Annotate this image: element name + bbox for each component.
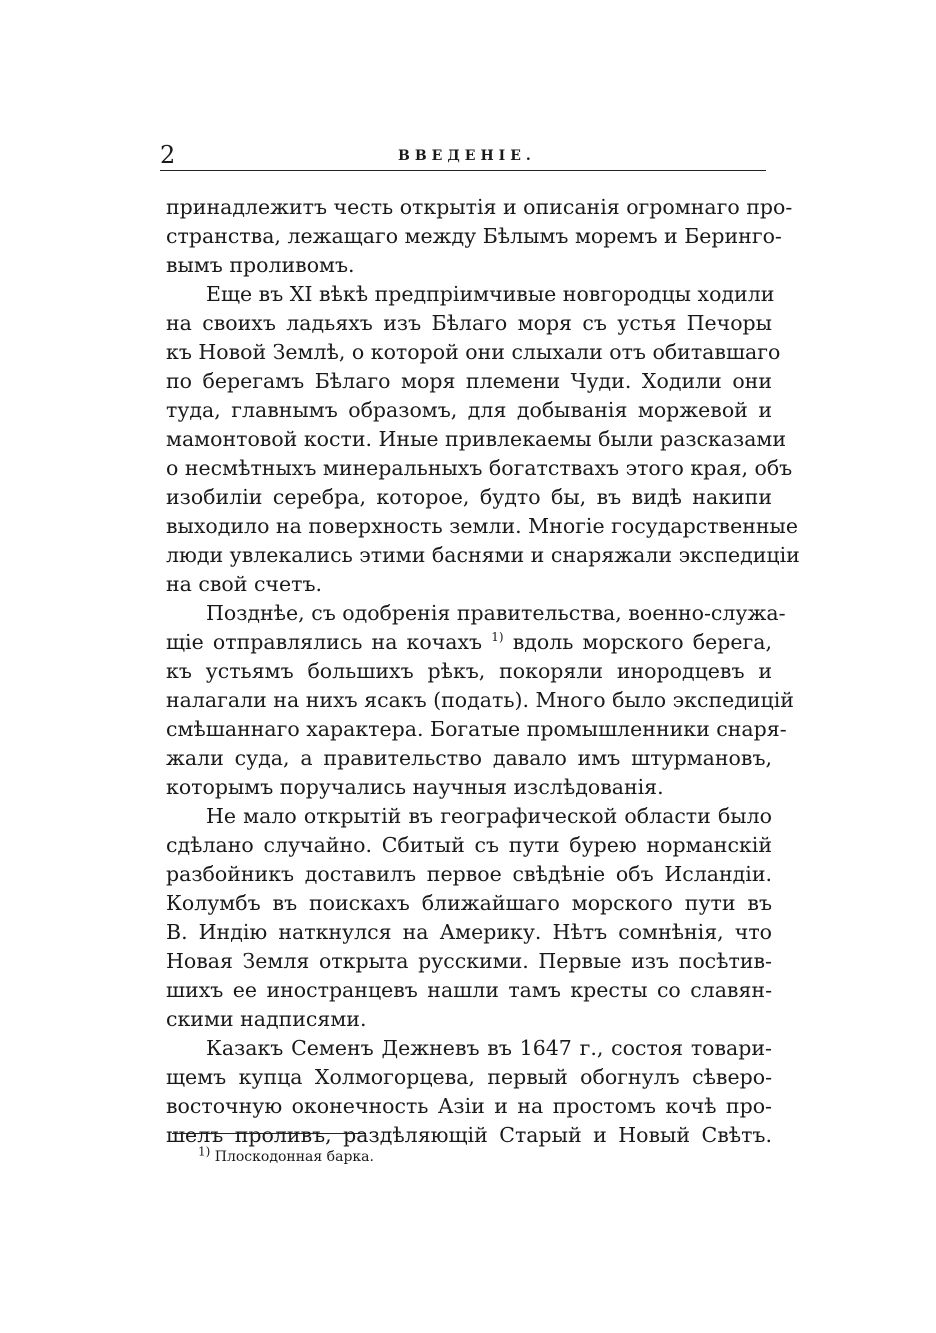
- text-line: щемъ купца Холмогорцева, первый обогнулъ сѣверо-: [166, 1065, 772, 1089]
- text-line: Колумбъ въ поискахъ ближайшаго морского пути въ: [166, 891, 772, 915]
- text-line: восточную оконечность Азіи и на простомъ кочѣ про-: [166, 1094, 772, 1118]
- text-line: о несмѣтныхъ минеральныхъ богатствахъ этого края, объ: [166, 456, 793, 480]
- body-text: [166, 193, 800, 1150]
- text-line: на своихъ ладьяхъ изъ Бѣлаго моря съ устья Печоры: [166, 311, 772, 335]
- text-line: жали суда, а правительство давало имъ штурмановъ,: [166, 746, 772, 770]
- footnote-text: Плоскодонная барка.: [210, 1149, 374, 1165]
- text-line: Позднѣе, съ одобренія правительства, военно-служа-: [206, 601, 786, 625]
- text-line: туда, главнымъ образомъ, для добыванія моржевой и: [166, 398, 772, 422]
- text-line: щіе отправлялись на кочахъ $^{1)}$ вдоль морского берега,: [166, 630, 772, 654]
- running-title: ВВЕДЕНІЕ.: [398, 148, 536, 164]
- text-line: къ устьямъ большихъ рѣкъ, покоряли инородцевъ и: [166, 659, 772, 683]
- text-line: шелъ проливъ, раздѣляющій Старый и Новый Свѣтъ.: [166, 1123, 772, 1147]
- text-line: которымъ поручались научныя изслѣдованія.: [166, 775, 664, 799]
- footnote-ref: 1): [491, 630, 504, 645]
- paragraph-4: [166, 802, 772, 1005]
- paragraph-3: [166, 599, 794, 773]
- page-header: [160, 140, 766, 170]
- text-line: Не мало открытій въ географической области было: [206, 804, 772, 828]
- text-line: скими надписями.: [166, 1007, 367, 1031]
- text-line: смѣшаннаго характера. Богатые промышленники снаря-: [166, 717, 787, 741]
- text-line: вымъ проливомъ.: [166, 253, 355, 277]
- text-line: В. Индію наткнулся на Америку. Нѣтъ сомнѣнія, что: [166, 920, 772, 944]
- footnote: [198, 1144, 374, 1167]
- text-line: изобиліи серебра, которое, будто бы, въ видѣ накипи: [166, 485, 772, 509]
- paragraph-1: [166, 193, 793, 251]
- text-line: Новая Земля открыта русскими. Первые изъ посѣтив-: [166, 949, 772, 973]
- text-line: принадлежитъ честь открытія и описанія огромнаго про-: [166, 195, 793, 219]
- text-line: шихъ ее иностранцевъ нашли тамъ кресты со славян-: [166, 978, 772, 1002]
- text-line: къ Новой Землѣ, о которой они слыхали отъ обитавшаго: [166, 340, 781, 364]
- page-number: 2: [160, 141, 176, 169]
- text-line: странства, лежащаго между Бѣлымъ моремъ и Беринго-: [166, 224, 782, 248]
- text-line: Казакъ Семенъ Дежневъ въ 1647 г., состоя товари-: [206, 1036, 772, 1060]
- footnote-rule: [172, 1133, 366, 1134]
- text-line: выходило на поверхность земли. Многіе государственные: [166, 514, 798, 538]
- text-line: по берегамъ Бѣлаго моря племени Чуди. Ходили они: [166, 369, 772, 393]
- header-rule: [160, 170, 766, 171]
- text-line: Еще въ XI вѣкѣ предпріимчивые новгородцы ходили: [206, 282, 775, 306]
- text-line: налагали на нихъ ясакъ (подать). Много было экспедицій: [166, 688, 794, 712]
- footnote-marker: 1): [198, 1144, 211, 1159]
- text-line: сдѣлано случайно. Сбитый съ пути бурею норманскій: [166, 833, 772, 857]
- text-line: мамонтовой кости. Иные привлекаемы были разсказами: [166, 427, 787, 451]
- text-line: разбойникъ доставилъ первое свѣдѣніе объ Исландіи.: [166, 862, 772, 886]
- text-line: на свой счетъ.: [166, 572, 323, 596]
- text-line: люди увлекались этими баснями и снаряжали экспедиціи: [166, 543, 800, 567]
- paragraph-2: [166, 280, 800, 570]
